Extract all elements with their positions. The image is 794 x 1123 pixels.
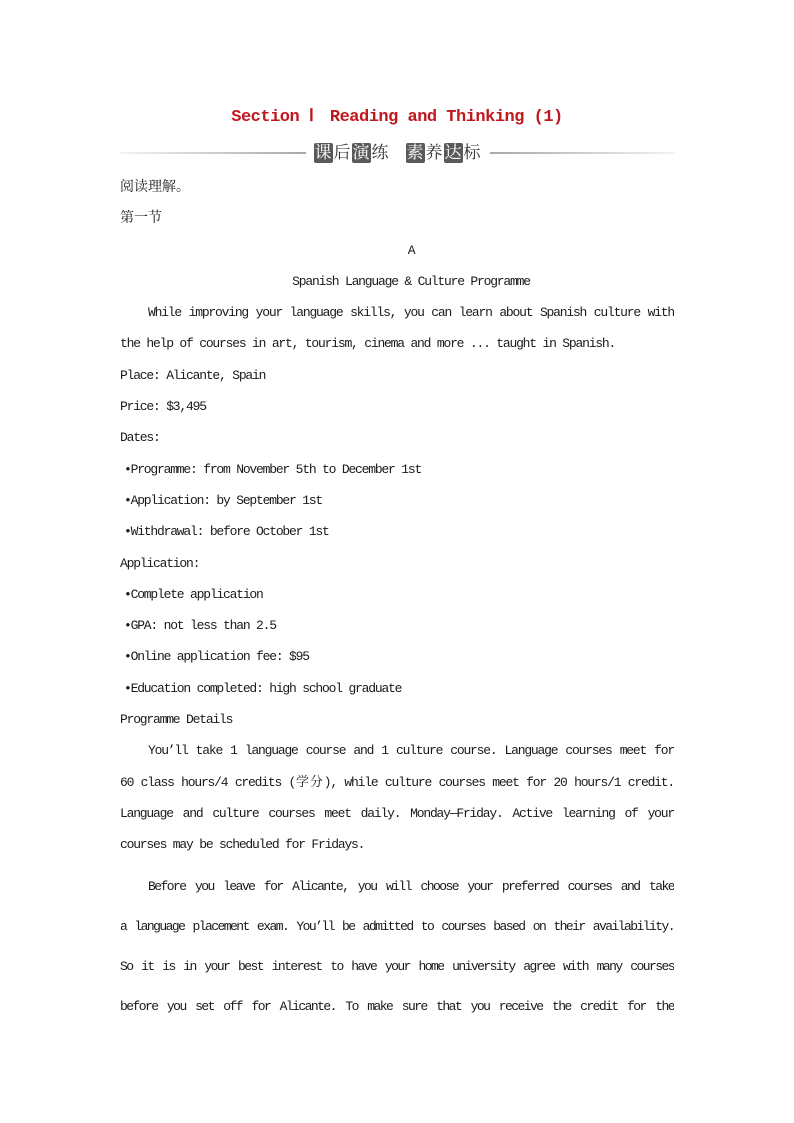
details-cjk-term: 学分: [295, 774, 324, 790]
application-heading: Application:: [120, 555, 200, 571]
banner-char-boxed: 演: [352, 143, 370, 163]
banner-label-practice: [314, 143, 390, 163]
banner-char-boxed: 达: [444, 143, 462, 163]
banner-char: 后: [333, 143, 351, 163]
list-item: •GPA: not less than 2.5: [124, 618, 276, 634]
intro-line: the help of courses in art, tourism, cinema and more ... taught in Spanish.: [120, 336, 616, 352]
details-line: before you set off for Alicante. To make sure that you receive the credit for the: [120, 999, 674, 1014]
section-label: 第一节: [120, 210, 162, 227]
banner-rule-left: [120, 152, 306, 154]
dates-heading: Dates:: [120, 430, 160, 446]
details-line: Language and culture courses meet daily. Monday—Friday. Active learning of your: [120, 805, 674, 821]
banner-rule-right: [490, 152, 676, 154]
banner-char-boxed: 课: [314, 143, 332, 163]
list-item: •Withdrawal: before October 1st: [124, 524, 329, 540]
banner-char: 养: [425, 143, 443, 163]
details-heading: Programme Details: [120, 712, 233, 728]
banner-label-standard: [406, 143, 482, 163]
details-line: Before you leave for Alicante, you will choose your preferred courses and take: [148, 879, 674, 894]
details-line: a language placement exam. You’ll be admitted to courses based on their availability.: [120, 919, 674, 934]
details-line: [120, 767, 674, 798]
details-line: So it is in your best interest to have your home university agree with many courses: [120, 959, 674, 974]
price-info: Price: $3,495: [120, 399, 206, 415]
banner-char: 标: [463, 143, 481, 163]
task-instruction: 阅读理解。: [120, 179, 190, 195]
intro-line: While improving your language skills, you can learn about Spanish culture with: [148, 305, 674, 321]
details-text: ), while culture courses meet for 20 hours/1 credit.: [323, 774, 674, 790]
banner-char: 练: [371, 143, 389, 163]
reading-passage: [120, 172, 674, 861]
details-paragraph-2: [120, 867, 674, 1027]
list-item: •Online application fee: $95: [124, 649, 309, 665]
banner-char-boxed: 素: [406, 143, 424, 163]
list-item: •Application: by September 1st: [124, 492, 323, 508]
passage-label: A: [407, 242, 415, 258]
details-line: You’ll take 1 language course and 1 culture course. Language courses meet for: [148, 743, 674, 759]
section-title: Section Ⅰ Reading and Thinking (1): [231, 108, 563, 127]
list-item: •Complete application: [124, 586, 263, 602]
details-text: 60 class hours/4 credits (: [120, 774, 296, 790]
list-item: •Programme: from November 5th to December 1st: [124, 461, 422, 477]
passage-heading: Spanish Language & Culture Programme: [292, 273, 530, 289]
place-info: Place: Alicante, Spain: [120, 367, 266, 383]
details-line: courses may be scheduled for Fridays.: [120, 837, 365, 853]
list-item: •Education completed: high school graduate: [124, 680, 402, 696]
section-banner: [120, 142, 675, 164]
